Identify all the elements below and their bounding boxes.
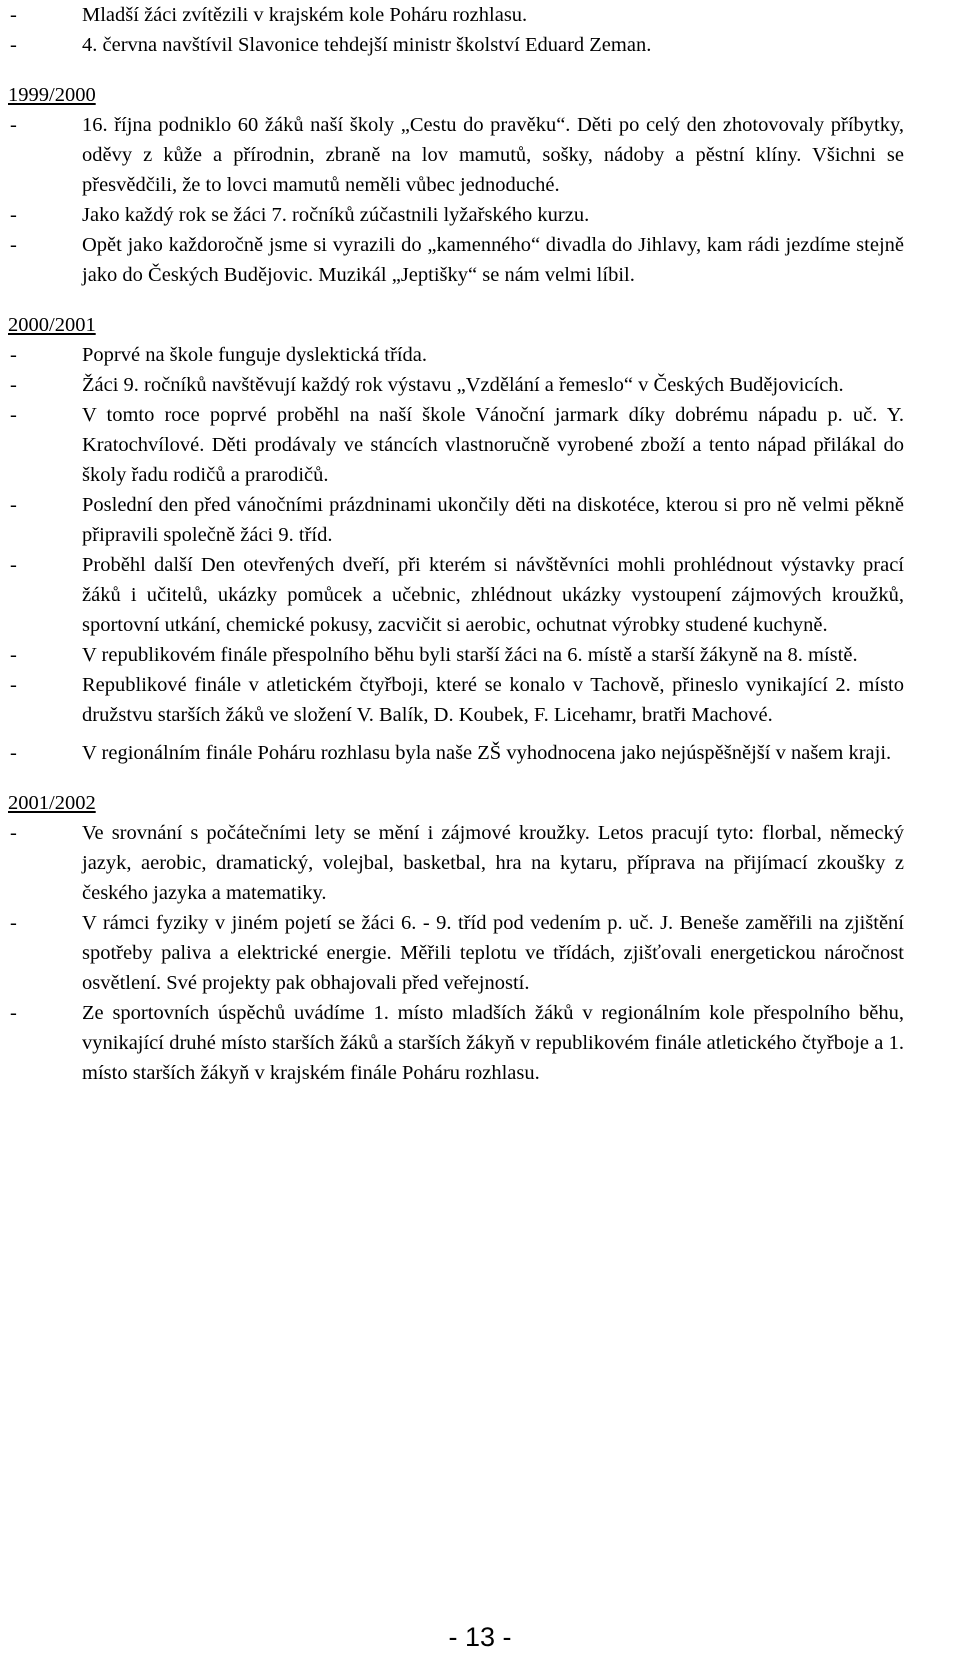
list-item-text: V tomto roce poprvé proběhl na naší škole Vánoční jarmark díky dobrému nápadu p. uč. Y. Kratochvílové. Děti prodávaly ve stáncích vlastnoručně vyrobené zboží a tento nápad přilákal do školy řadu rodičů a prarodičů. [82,404,904,486]
list-item-text: V republikovém finále přespolního běhu byli starší žáci na 6. místě a starší žákyně na 8. místě. [82,644,858,666]
list-item-text: Opět jako každoročně jsme si vyrazili do „kamenného“ divadla do Jihlavy, kam rádi jezdíme stejně jako do Českých Budějovic. Muzikál „Jeptišky“ se nám velmi líbil. [82,234,904,286]
bullet-dash: - [10,1002,17,1024]
list-item-text: V rámci fyziky v jiném pojetí se žáci 6. - 9. tříd pod vedením p. uč. J. Beneše zaměřili na zjištění spotřeby paliva a elektrické energie. Měřili teplotu ve třídách, zjišťovali energetickou náročnost osvětlení. Své projekty pak obhajovali před veřejností. [82,912,904,994]
list-item [8,30,904,60]
list-item-text: 4. června navštívil Slavonice tehdejší ministr školství Eduard Zeman. [82,34,652,56]
page-number: - 13 - [448,1622,512,1652]
bullet-dash: - [10,374,17,396]
list-item-text: 16. října podniklo 60 žáků naší školy „Cestu do pravěku“. Děti po celý den zhotovovaly příbytky, oděvy z kůže a přírodnin, zbraně na lov mamutů, sošky, nádoby a pěstní klíny. Všichni se přesvědčili, že to lovci mamutů neměli vůbec jednoduché. [82,114,904,196]
document-page [8,0,904,1088]
list-item [8,908,904,998]
list-item [8,400,904,490]
list-item-text: Ze sportovních úspěchů uvádíme 1. místo mladších žáků v regionálním kole přespolního běhu, vynikající druhé místo starších žáků a starších žákyň v republikovém finále atletického čtyřboje a 1. místo starších žákyň v krajském finále Poháru rozhlasu. [82,1002,904,1084]
list-item-text: Ve srovnání s počátečními lety se mění i zájmové kroužky. Letos pracují tyto: florbal, německý jazyk, aerobic, dramatický, volejbal, basketbal, hra na kytaru, příprava na přijímací zkoušky z českého jazyka a matematiky. [82,822,904,904]
list-item [8,0,904,30]
bullet-dash: - [10,822,17,844]
list-item [8,340,904,370]
list-item [8,490,904,550]
list-item-text: Republikové finále v atletickém čtyřboji, které se konalo v Tachově, přineslo vynikající 2. místo družstvu starších žáků ve složení V. Balík, D. Koubek, F. Licehamr, bratři Machové. [82,674,904,726]
list-item-text: Poprvé na škole funguje dyslektická třída. [82,344,427,366]
section-heading: 2001/2002 [8,792,96,814]
bullet-dash: - [10,204,17,226]
list-item [8,818,904,908]
list-item-text: Poslední den před vánočními prázdninami ukončily děti na diskotéce, kterou si pro ně velmi pěkně připravili společně žáci 9. tříd. [82,494,904,546]
list-item [8,640,904,670]
bullet-dash: - [10,234,17,256]
list-item [8,230,904,290]
bullet-dash: - [10,742,17,764]
bullet-dash: - [10,554,17,576]
bullet-dash: - [10,404,17,426]
bullet-dash: - [10,912,17,934]
section-heading: 1999/2000 [8,84,96,106]
list-item-text: Jako každý rok se žáci 7. ročníků zúčastnili lyžařského kurzu. [82,204,590,226]
list-item [8,670,904,730]
bullet-dash: - [10,674,17,696]
bullet-dash: - [10,34,17,56]
list-item [8,370,904,400]
list-item [8,738,904,768]
list-item-text: Proběhl další Den otevřených dveří, při kterém si návštěvníci mohli prohlédnout výstavky prací žáků i učitelů, ukázky pomůcek a učebnic, zhlédnout ukázky vystoupení zájmových kroužků, sportovní utkání, chemické pokusy, zacvičit si aerobic, ochutnat výrobky studené kuchyně. [82,554,904,636]
list-item-text: Žáci 9. ročníků navštěvují každý rok výstavu „Vzdělání a řemeslo“ v Českých Budějovicích. [82,374,844,396]
list-item [8,200,904,230]
list-item [8,550,904,640]
list-item-text: Mladší žáci zvítězili v krajském kole Poháru rozhlasu. [82,4,528,26]
bullet-dash: - [10,4,17,26]
bullet-dash: - [10,494,17,516]
list-item [8,110,904,200]
bullet-dash: - [10,344,17,366]
section-heading: 2000/2001 [8,314,96,336]
list-item [8,998,904,1088]
bullet-dash: - [10,114,17,136]
bullet-dash: - [10,644,17,666]
list-item-text: V regionálním finále Poháru rozhlasu byla naše ZŠ vyhodnocena jako nejúspěšnější v našem kraji. [82,742,892,764]
